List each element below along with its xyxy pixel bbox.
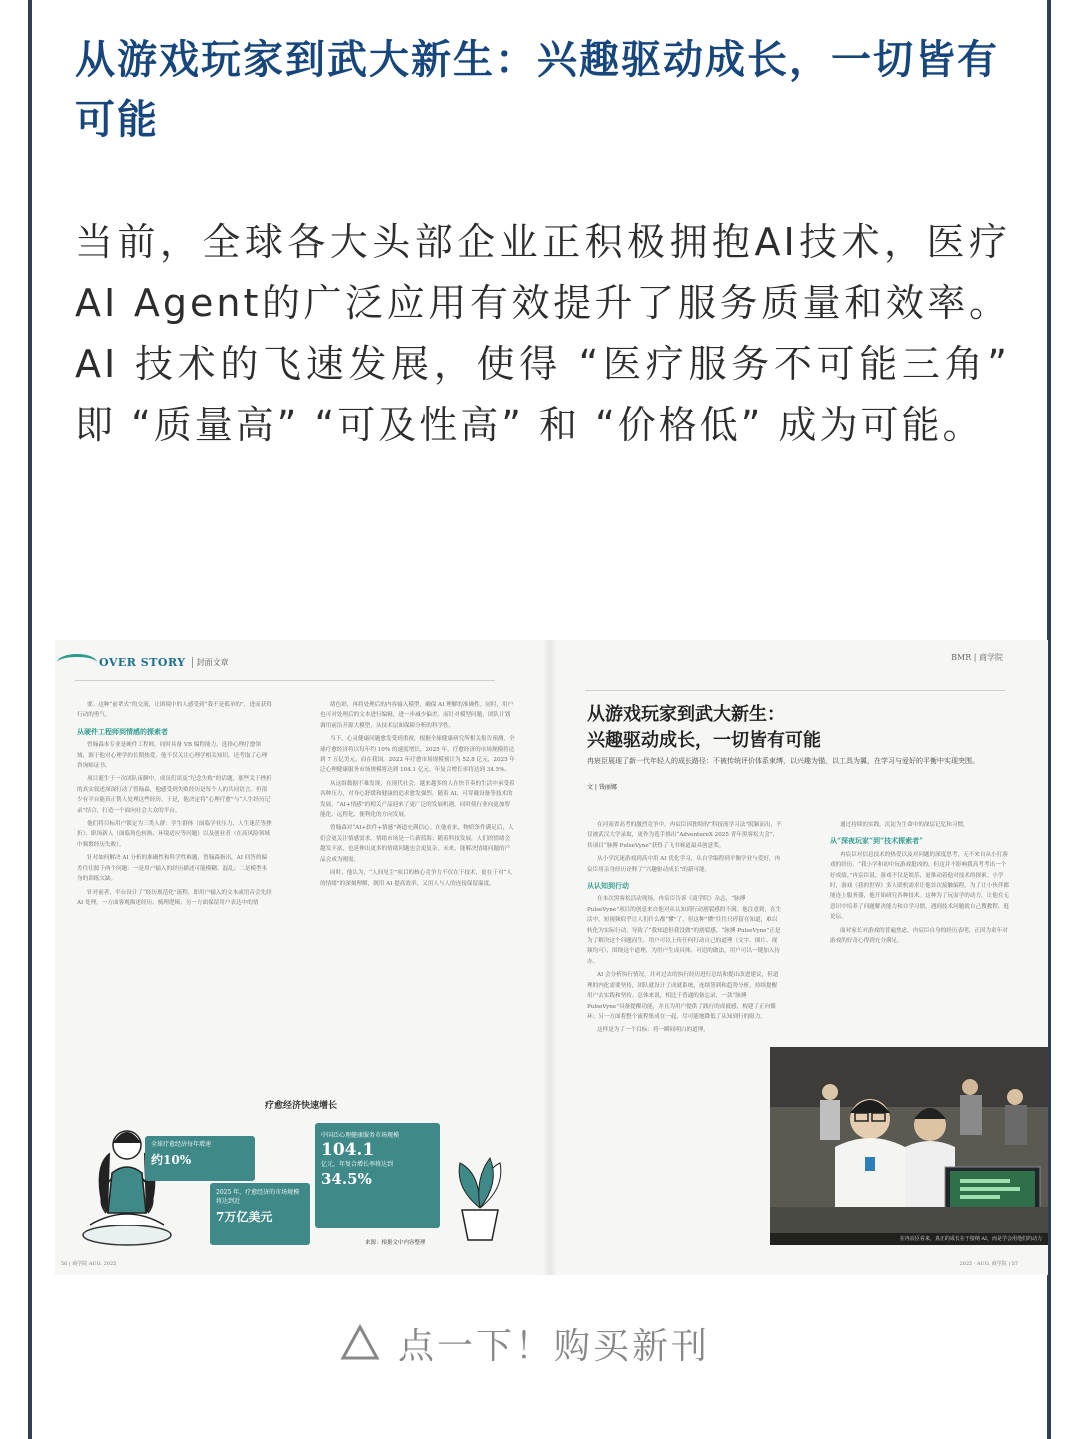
infographic-source: 来源：根据文中内容整理 (365, 1240, 426, 1246)
triangle-icon (340, 1323, 380, 1363)
infographic-box-china-market (315, 1123, 440, 1228)
paragraph: 在本次黑客松活动现场，冉宸臣告诉《商学院》杂志，“脉搏 PulseVyne”项目的创意来自他对从认知到行动割裂感的不满。他注意到，在生活中，短视频似乎让人们什么都“懂”了，但这种“懂”往往只停留在知道，难以转化为实际行动，导致了“我知道但我没做”的割裂感。“脉搏 PulseVyne”正是为了解决这个问题而生。用户可以上传任何打动自己的道理（文字、图片、视频均可），围绕这个道理，为用户生成具体、可追的做法，用户可以一键加入待办。 (587, 896, 782, 965)
buy-new-issue-button[interactable] (340, 1318, 710, 1368)
article-title-line-2: 兴趣驱动成长，一切皆有可能 (587, 730, 821, 751)
swoosh-icon (57, 654, 97, 671)
intro-paragraph: 当前，全球各大头部企业正积极拥抱AI技术，医疗AI Agent的广泛应用有效提升了服务质量和效率。AI 技术的飞速发展，使得 “医疗服务不可能三角” 即 “质量高” “可及性高” 和 “价格低” 成为可能。 (75, 220, 1010, 447)
paragraph: 曾翰森本专业是硬件工程师，同时具备 VB 编程能力。选择心理疗愈领域，源于他对心理学的长期热爱，他不仅关注心理学相关知识，还考取了心理咨询师证书。 (77, 742, 268, 770)
photo-caption: 在冉宸臣看来，真正的成长在于接纳 AI，而是学会用他们的动力 (770, 1233, 1048, 1245)
paragraph: 在河南省高考的激烈竞争中，冉宸臣因独特的“科技流学习法”脱颖而出，不仅被武汉大学录取，更作为选手推出“AdventureX 2025 青年黑客松大会”，其项目“脉搏 PulseVyne”获得了飞书赛道最具创意奖。 (587, 822, 782, 849)
paragraph: 冉宸臣对信息技术的热爱以及对问题的深度思考，无不来自从小打游戏的经历。“我小学和初中玩游戏挺凶的，但这并不影响我高考考出一个好成绩。”冉宸臣说。游戏不仅是娱乐，更推动着他对技术的探索。小学时，游戏《我的世界》多人联机需求让他首次接触编程。为了让小伙伴都能连上服务器，他开始研究各种技术。这种为了玩而学的动力，让他在无意识中培养了问题解决能力和自学习惯，遇到技术问题就自己搜教程、逛论坛。 (830, 851, 1010, 921)
cover-story-logo (57, 650, 229, 674)
box-3-label-1: 中国泛心理健康服务市场规模 (321, 1132, 400, 1139)
frame-border-left (28, 0, 32, 1439)
headline: 从游戏玩家到武大新生：兴趣驱动成长，一切皆有可能 (75, 37, 999, 143)
paragraph: 从小学沉迷游戏到高中用 AI 优化学习，从自学编程到平衡学业与爱好，冉宸臣用亲身经历诠释了“兴趣驱动成长”的新可能。 (587, 856, 781, 873)
top-rule (75, 680, 495, 681)
paragraph: AI 会分析执行情况，并对过去的执行经历进行总结和提出改进建议，但道理的内化需要坚持，团队就设计了成就系统，连续签到和趋势分析，持续提醒用户去实践和坚持。总体来说，相比于普通的备忘录，一款“脉搏 PulseVyne”具备提醒功能，并且为用户提供了践行的成就感，构建了正向循环；另一方面将整个流程集成在一起，尽可能地降低了从知到行的阻力。 (587, 972, 779, 1020)
potted-plant-icon (450, 1148, 510, 1243)
top-rule (585, 690, 1005, 691)
folio-right: 2025 · AUG. 商学院 | 57 (959, 1261, 1018, 1267)
article-author: 文 | 钱丽娜 (587, 784, 617, 791)
article-title-line-1: 从游戏玩家到武大新生： (587, 704, 785, 725)
healing-economy-infographic (80, 1098, 515, 1248)
section-heading: 从认知到行动 (587, 881, 629, 891)
event-photo-illustration (770, 1047, 1048, 1245)
right-page-column-1 (587, 820, 782, 1039)
infographic-box-market-size (210, 1183, 310, 1245)
left-page-column-2 (320, 700, 515, 892)
article-subtitle: 冉宸臣展现了新一代年轻人的成长路径：不被传统评价体系束缚，以兴趣为锚，以工具为翼，在学习与爱好的平衡中实现突围。 (587, 757, 979, 765)
paragraph: 针对如何解决 AI 分析的准确性和科学性难题，曾翰森指出，AI 回答的偏差往往源于两个问题：一是用户输入的经历描述可能模糊、混乱；二是模型本身的训练欠缺。 (77, 855, 268, 883)
paragraph: 同时，他认为，“人间见尘”项目的核心竞争力不仅在于技术，更在于对“人的情绪”的深刻理解，既用 AI 提高效率，又用人与人的连接保留温度。 (320, 870, 512, 887)
box-1-value: 约10% (151, 1153, 192, 1167)
article-title (587, 702, 821, 754)
paragraph: 这样是为了一个目标：将一瞬间明白的道理， (597, 1027, 709, 1034)
magazine-spread-image (55, 640, 1048, 1275)
left-page-column-1 (77, 700, 272, 911)
box-2-value: 7万亿美元 (216, 1210, 273, 1224)
paragraph: 面对家长对游戏的普遍焦虑，冉宸臣自身的经历表明，正因为童年对游戏的好奇心得到充分满足， (830, 927, 1008, 945)
paragraph: 他们将目标用户锁定为三类人群：学生群体（面临学业压力、人生迷茫等挫折）、职场新人（面临角色转换、环境适应等问题）以及创业者（在高风险领域中频繁经历失败）。 (77, 821, 272, 848)
cover-story-logo-sub: 封面文章 (192, 657, 229, 668)
right-page-column-2 (830, 820, 1010, 949)
section-heading: 从硬件工程师到情感的探索者 (77, 726, 168, 736)
magazine-page-right (555, 640, 1048, 1275)
paragraph: 从这组数据不难发现，在现代社会，越来越多的人在快节奏的生活中承受着各种压力，对身心舒缓和健康的追求愈发强烈。随着 AI、可穿戴设备等技术的发展，“AI+情感”的相关产品迎来了更广泛的发展机遇，同时使行业向更加智能化、远程化、便利化的方向发展。 (320, 780, 515, 819)
box-3-label-2: 亿元，年复合增长率将达到 (321, 1161, 394, 1168)
paragraph: 项目诞生于一次团队夜聊中，成员们谈及“纪念失败”的话题。那些关于挫折的真实叙述深深打动了曾翰森，他感受到失败经历是每个人的共同语言。但很少有平台能真正帮人处理这些经历。于是，他决定将“心理疗愈”与“人生经历记录”结合，打造一个面向社会大众的平台。 (77, 776, 272, 814)
infographic-box-global-growth (145, 1136, 255, 1181)
paragraph: 绪色彩，再将处理后的内容输入模型，确保 AI 理解的准确性。同时，用户也可对处理后的文本进行编辑，进一步减少偏差。而针对模型问题，团队计划调用前沿开源大模型，从技术层面保障分析的科学性。 (320, 702, 514, 729)
box-3-value-2: 34.5% (321, 1170, 372, 1188)
box-3-value-1: 104.1 (321, 1140, 375, 1160)
event-photo (770, 1047, 1048, 1245)
infographic-title: 疗愈经济快速增长 (265, 1101, 338, 1111)
paragraph: 曾翰森对“AI+软件+情感”赛道充满信心。在他看来，物质条件满足后，人们会更关注情感需求。情绪市场是一片新蓝海；随着科技发展，人们的情绪会越发丰富，也延伸出更多的情绪问题也会更复杂。未来，能解决情绪问题的产品会成为刚需。 (320, 825, 514, 863)
bmr-logo: BMR | 商学院 (951, 653, 1003, 662)
section-heading: 从“深夜玩家”到“技术探索者” (830, 836, 924, 846)
magazine-page-left (55, 640, 545, 1275)
buy-new-issue-label: 点一下！购买新刊 (398, 1325, 711, 1367)
folio-left: 56 | 商学院 AUG. 2025 (61, 1261, 117, 1267)
box-1-label: 全球疗愈经济每年增速 (151, 1141, 212, 1148)
paragraph: 要。这种“前辈式”的交流，让困境中的人感受到“我不是孤单的”，进而获得行动的勇气。 (77, 702, 272, 719)
box-2-label: 2025 年，疗愈经济的市场规模将达到近 (216, 1189, 300, 1205)
paragraph: 通过持续的实践，沉淀为生命中的深层记忆和习惯。 (840, 822, 969, 828)
paragraph: 当下，心灵健康问题愈发受到重视。根据全球健康研究所相关报告预测，全球疗愈经济将以每年约 10% 的速度增长，2025 年，疗愈经济的市场规模将达到 7 万亿美元。而在我国，2022 年疗愈市场规模预计为 52.8 亿元，2025 年泛心理健康服务市场规模将达到 104.1 亿元，年复合增长率将达到 34.5%。 (320, 736, 515, 774)
cover-story-logo-text: OVER STORY (99, 655, 186, 669)
paragraph: 针对前者，平台设计了“经历规范化”流程，即用户输入的文本或语音会先经 AI 处理。一方面客观描述经历、梳理逻辑；另一方面保留用户表达中的情 (77, 889, 272, 906)
